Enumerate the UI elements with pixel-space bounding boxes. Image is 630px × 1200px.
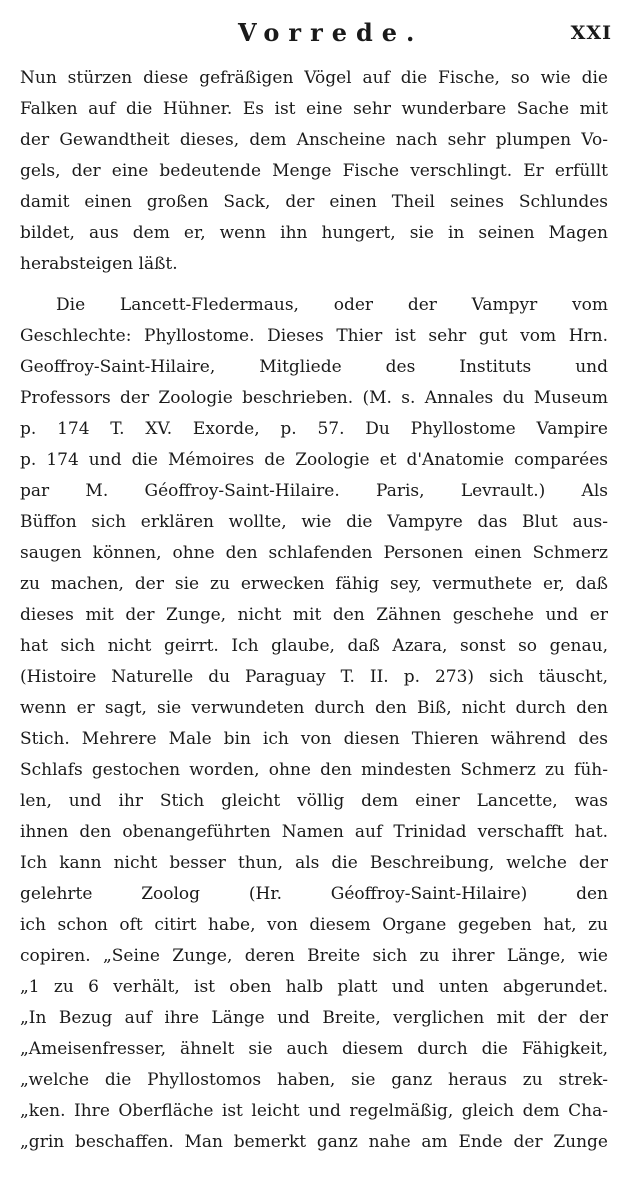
text-line: zu machen, der sie zu erwecken fähig sey, vermuthete er, daß	[20, 574, 608, 594]
text-line: copiren. „Seine Zunge, deren Breite sich zu ihrer Länge, wie	[20, 946, 608, 966]
text-line: Nun stürzen diese gefräßigen Vögel auf die Fische, so wie die	[20, 68, 608, 88]
running-head: Vorrede.	[238, 18, 424, 47]
text-line: „ken. Ihre Oberfläche ist leicht und regelmäßig, gleich dem Cha-	[20, 1101, 608, 1121]
text-line: ich schon oft citirt habe, von diesem Organe gegeben hat, zu	[20, 915, 608, 935]
text-line: „In Bezug auf ihre Länge und Breite, verglichen mit der der	[20, 1008, 608, 1028]
text-line: „welche die Phyllostomos haben, sie ganz heraus zu strek-	[20, 1070, 608, 1090]
text-line: gels, der eine bedeutende Menge Fische verschlingt. Er erfüllt	[20, 161, 608, 181]
text-line: saugen können, ohne den schlafenden Personen einen Schmerz	[20, 543, 608, 563]
text-line: bildet, aus dem er, wenn ihn hungert, sie in seinen Magen	[20, 223, 608, 243]
text-line: „1 zu 6 verhält, ist oben halb platt und unten abgerundet.	[20, 977, 608, 997]
text-line: p. 174 T. XV. Exorde, p. 57. Du Phyllostome Vampire	[20, 419, 608, 439]
text-line: Die Lancett-Fledermaus, oder der Vampyr vom	[56, 295, 608, 315]
page-header	[0, 18, 630, 58]
text-line: Falken auf die Hühner. Es ist eine sehr wunderbare Sache mit	[20, 99, 608, 119]
text-line: p. 174 und die Mémoires de Zoologie et d'Anatomie comparées	[20, 450, 608, 470]
text-line: hat sich nicht geirrt. Ich glaube, daß Azara, sonst so genau,	[20, 636, 608, 656]
text-line: len, und ihr Stich gleicht völlig dem einer Lancette, was	[20, 791, 608, 811]
text-line: Ich kann nicht besser thun, als die Beschreibung, welche der	[20, 853, 608, 873]
text-line: Schlafs gestochen worden, ohne den mindesten Schmerz zu füh-	[20, 760, 608, 780]
text-line: dieses mit der Zunge, nicht mit den Zähnen geschehe und er	[20, 605, 608, 625]
text-line: (Histoire Naturelle du Paraguay T. II. p. 273) sich täuscht,	[20, 667, 608, 687]
text-line: wenn er sagt, sie verwundeten durch den Biß, nicht durch den	[20, 698, 608, 718]
text-line: Stich. Mehrere Male bin ich von diesen Thieren während des	[20, 729, 608, 749]
text-line: Büffon sich erklären wollte, wie die Vampyre das Blut aus-	[20, 512, 608, 532]
text-line: Geschlechte: Phyllostome. Dieses Thier ist sehr gut vom Hrn.	[20, 326, 608, 346]
text-line: herabsteigen läßt.	[20, 254, 178, 274]
text-line: „grin beschaffen. Man bemerkt ganz nahe am Ende der Zunge	[20, 1132, 608, 1152]
text-line: damit einen großen Sack, der einen Theil seines Schlundes	[20, 192, 608, 212]
text-line: der Gewandtheit dieses, dem Anscheine nach sehr plumpen Vo-	[20, 130, 608, 150]
text-line: gelehrte Zoolog (Hr. Géoffroy-Saint-Hilaire) den	[20, 884, 608, 904]
text-line: ihnen den obenangeführten Namen auf Trinidad verschafft hat.	[20, 822, 608, 842]
page-number: XXI	[570, 22, 612, 44]
text-line: par M. Géoffroy-Saint-Hilaire. Paris, Levrault.) Als	[20, 481, 608, 501]
text-line: Professors der Zoologie beschrieben. (M. s. Annales du Museum	[20, 388, 608, 408]
text-line: „Ameisenfresser, ähnelt sie auch diesem durch die Fähigkeit,	[20, 1039, 608, 1059]
text-line: Geoffroy-Saint-Hilaire, Mitgliede des Instituts und	[20, 357, 608, 377]
